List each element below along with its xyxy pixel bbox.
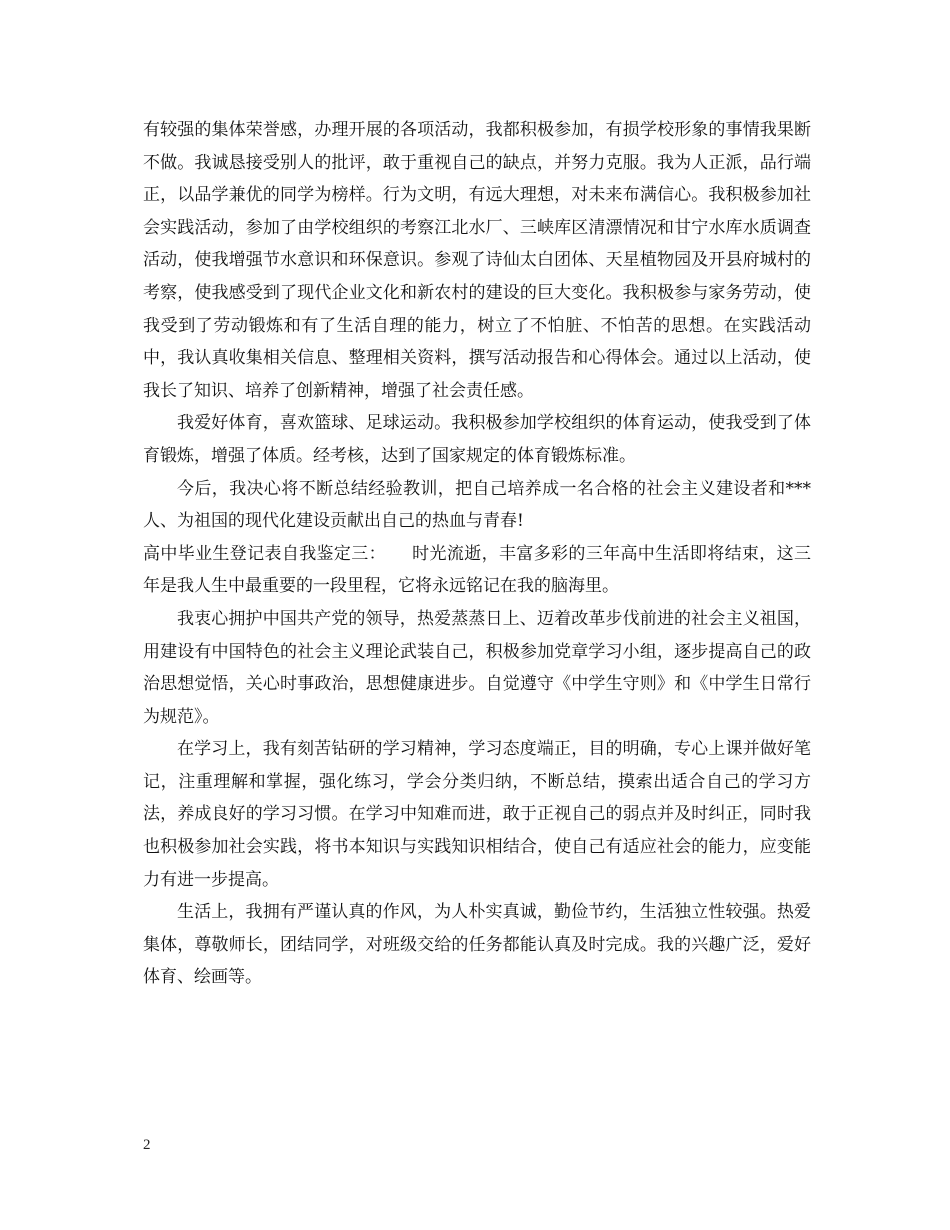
document-body (143, 114, 811, 994)
paragraph-life: 生活上，我拥有严谨认真的作风，为人朴实真诚，勤俭节约，生活独立性较强。热爱集体，尊敬师长，团结同学，对班级交给的任务都能认真及时完成。我的兴趣广泛，爱好体育、绘画等。 (143, 902, 811, 988)
paragraph-study: 在学习上，我有刻苦钻研的学习精神，学习态度端正，目的明确，专心上课并做好笔记，注重理解和掌握，强化练习，学会分类归纳，不断总结，摸索出适合自己的学习方法，养成良好的学习习惯。在学习中知难而进，敢于正视自己的弱点并及时纠正，同时我也积极参加社会实践，将书本知识与实践知识相结合，使自己有适应社会的能力，应变能力有进一步提高。 (143, 739, 811, 890)
paragraph-self-assessment-three: 高中毕业生登记表自我鉴定三： 时光流逝，丰富多彩的三年高中生活即将结束，这三年是我人生中最重要的一段里程，它将永远铭记在我的脑海里。 (143, 543, 811, 597)
paragraph-political-stance: 我衷心拥护中国共产党的领导，热爱蒸蒸日上、迈着改革步伐前进的社会主义祖国，用建设有中国特色的社会主义理论武装自己，积极参加党章学习小组，逐步提高自己的政治思想觉悟，关心时事政治，思想健康进步。自觉遵守《中学生守则》和《中学生日常行为规范》。 (143, 608, 811, 727)
paragraph-future-resolve: 今后，我决心将不断总结经验教训，把自己培养成一名合格的社会主义建设者和***人、为祖国的现代化建设贡献出自己的热血与青春! (143, 478, 811, 532)
paragraph-sports: 我爱好体育，喜欢篮球、足球运动。我积极参加学校组织的体育运动，使我受到了体育锻炼，增强了体质。经考核，达到了国家规定的体育锻炼标准。 (143, 413, 811, 466)
paragraph-collective-honor: 有较强的集体荣誉感，办理开展的各项活动，我都积极参加，有损学校形象的事情我果断不做。我诚恳接受别人的批评，敢于重视自己的缺点，并努力克服。我为人正派，品行端正，以品学兼优的同学为榜样。行为文明，有远大理想，对未来布满信心。我积极参加社会实践活动，参加了由学校组织的考察江北水厂、三峡库区清漂情况和甘宁水库水质调查活动，使我增强节水意识和环保意识。参观了诗仙太白团体、天星植物园及开县府城村的考察，使我感受到了现代企业文化和新农村的建设的巨大变化。我积极参与家务劳动，使我受到了劳动锻炼和有了生活自理的能力，树立了不怕脏、不怕苦的思想。在实践活动中，我认真收集相关信息、整理相关资料，撰写活动报告和心得体会。通过以上活动，使我长了知识、培养了创新精神，增强了社会责任感。 (143, 120, 811, 401)
page-number: 2 (143, 1137, 151, 1153)
